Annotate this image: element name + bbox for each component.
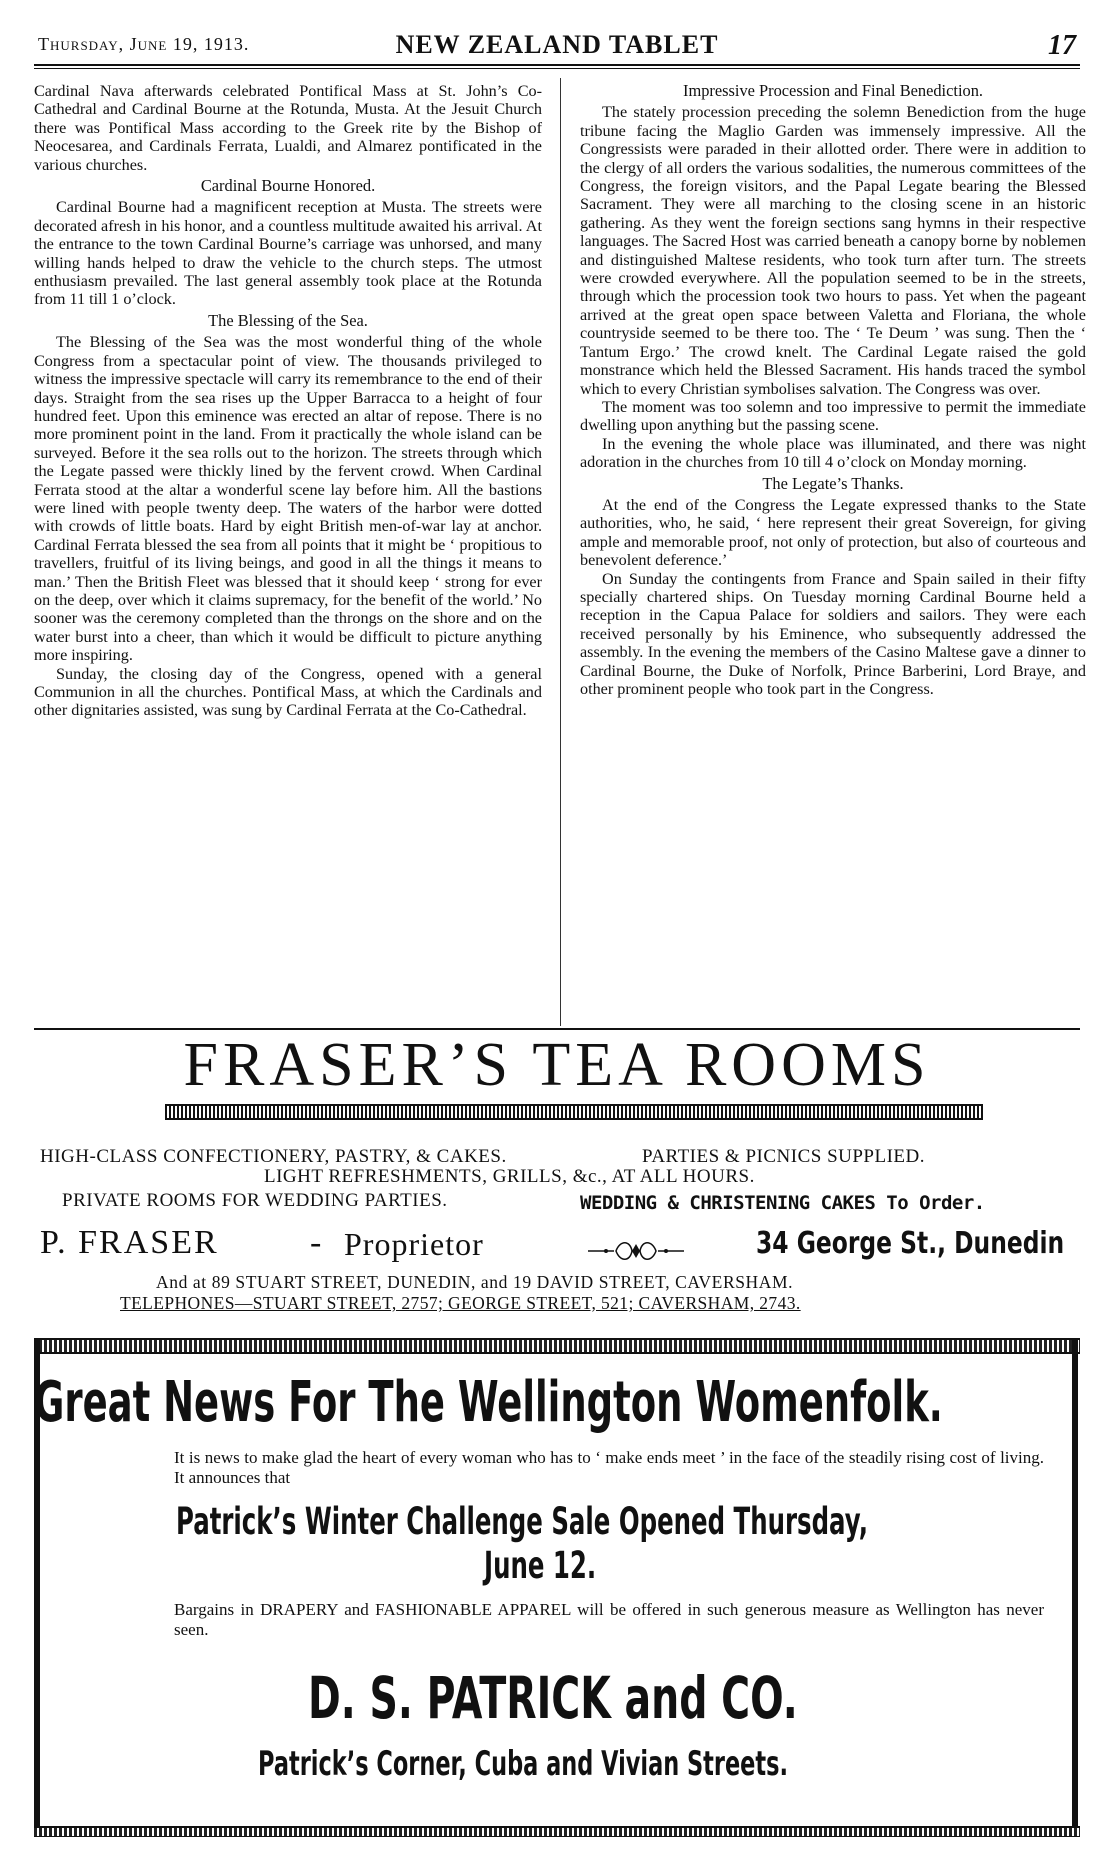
issue-date: Thursday, June 19, 1913. <box>38 34 250 54</box>
patrick-sale-line-1: Patrick’s Winter Challenge Sale Opened Thursday, <box>176 1500 869 1543</box>
paragraph: The Blessing of the Sea was the most wonderful thing of the whole Congress from a spectacular point of view. The thousands privileged to witness the impressive spectacle will carry its remembrance to the end of their days. Straight from the sea rises up the Upper Barracca to a height of four hundred feet. Upon this eminence was erected an altar of repose. There is no more prominent point in the land. From it practically the whole island can be surveyed. Before it the sea rolls out to the horizon. The streets through which the Legate passed were thickly lined by the fervent crowd. When Cardinal Ferrata stood at the altar a wonderful scene lay before him. All the bastions were lined with people twenty deep. The waters of the harbor were dotted with crowds of little boats. Hard by eight British men-of-war lay at anchor. Cardinal Ferrata blessed the sea from all points that it might be ‘ propitious to travellers, fruitful of its living beings, and good in all the things it means to man.’ Then the British Fleet was blessed that it should keep ‘ strong for ever on the deep, over which it claims supremacy, for the benefit of the world.’ No sooner was the ceremony completed than the throngs on the shore and on the water burst into a cheer, than which it would be difficult to picture anything more inspiring. <box>34 333 542 665</box>
patrick-ad-headline: Great News For The Wellington Womenfolk. <box>34 1370 943 1435</box>
patrick-sale-line-2: June 12. <box>484 1544 597 1587</box>
page-number: 17 <box>1048 30 1076 61</box>
fraser-telephones: TELEPHONES—STUART STREET, 2757; GEORGE STREET, 521; CAVERSHAM, 2743. <box>120 1293 801 1313</box>
patrick-company-name: D. S. PATRICK and CO. <box>308 1664 798 1732</box>
article-column-left <box>34 82 542 720</box>
paragraph: The moment was too solemn and too impressive to permit the immediate dwelling upon anything but the passing scene. <box>580 397 1086 435</box>
paragraph: On Sunday the contingents from France and Spain sailed in their fifty specially chartered ships. On Tuesday morning Cardinal Bourne held a reception in the Capua Palace for soldiers and sailors. They were each received personally by his Eminence, who subsequently addressed the assembly. In the evening the members of the Casino Maltese gave a dinner to Cardinal Bourne, the Duke of Norfolk, Prince Barberini, Lord Braye, and other prominent people who took part in the Congress. <box>580 569 1086 698</box>
paragraph: At the end of the Congress the Legate expressed thanks to the State authorities, who, he said, ‘ here represent their great Sovereign, for giving ample and memorable proof, not only of protection, but also of courteous and benevolent deference.’ <box>580 495 1086 570</box>
fraser-main-address: 34 George St., Dunedin <box>756 1226 1065 1261</box>
masthead <box>34 28 1080 62</box>
paragraph: The stately procession preceding the solemn Benediction from the huge tribune facing the Maglio Garden was immensely impressive. All the Congressists were paraded in their allotted order. There were in addition to the clergy of all orders the various sodalities, the numerous committees of the Congress, the foreign visitors, and the Papal Legate bearing the Blessed Sacrament. They were all marching to the closing scene in an historic gathering. As they went the foreign sections sang hymns in their respective languages. The Sacred Host was carried beneath a canopy borne by noblemen and distinguished Maltese residents, who took turn after turn. The streets were crowded everywhere. All the population seemed to be in the streets, through which the procession took two hours to pass. Yet when the pageant arrived at the great open space between Valetta and Floriana, the whole countryside seemed to be there too. The ‘ Te Deum ’ was sung. Then the ‘ Tantum Ergo.’ The crowd knelt. The Cardinal Legate raised the gold monstrance which held the Blessed Sacrament. His hands traced the symbol which to every Christian symbolises salvation. The Congress was over. <box>580 103 1086 398</box>
fraser-line-refreshments: LIGHT REFRESHMENTS, GRILLS, &c., AT ALL HOURS. <box>264 1166 755 1187</box>
patrick-location: Patrick’s Corner, Cuba and Vivian Streets. <box>258 1744 789 1784</box>
fraser-line-private-rooms: PRIVATE ROOMS FOR WEDDING PARTIES. <box>62 1190 448 1211</box>
patrick-ad-bottom-border <box>34 1826 1080 1837</box>
paragraph: In the evening the whole place was illuminated, and there was night adoration in the churches from 10 till 4 o’clock on Monday morning. <box>580 434 1086 472</box>
fraser-line-confectionery: HIGH-CLASS CONFECTIONERY, PASTRY, & CAKES. <box>40 1146 507 1167</box>
article-column-right <box>580 82 1086 698</box>
paragraph: Cardinal Nava afterwards celebrated Pontifical Mass at St. John’s Co-Cathedral and Cardinal Bourne at the Rotunda, Musta. At the Jesuit Church there was Pontifical Mass according to the Greek rite by the Bishop of Neocesarea, and Cardinals Ferrata, Lualdi, and Almarez pontificated in the various churches. <box>34 82 542 174</box>
patrick-ad-right-border <box>1072 1338 1078 1834</box>
paper-title: NEW ZEALAND TABLET <box>395 30 719 59</box>
fraser-proprietor-name: P. FRASER <box>40 1224 219 1261</box>
section-heading: The Blessing of the Sea. <box>208 310 368 330</box>
patrick-ad-bargains: Bargains in DRAPERY and FASHIONABLE APPAREL will be offered in such generous measure as Wellington has never seen. <box>174 1600 1044 1639</box>
patrick-ad-top-border <box>34 1338 1080 1354</box>
paragraph: Cardinal Bourne had a magnificent reception at Musta. The streets were decorated afresh in his honor, and a countless multitude awaited his arrival. At the entrance to the town Cardinal Bourne’s carriage was unhorsed, and many willing hands helped to draw the vehicle to the church steps. The utmost enthusiasm prevailed. The last general assembly took place at the Rotunda from 11 till 1 o’clock. <box>34 198 542 309</box>
ornament-flourish-icon <box>586 1238 686 1264</box>
section-heading: The Legate’s Thanks. <box>762 473 904 493</box>
section-heading: Impressive Procession and Final Benediction. <box>683 81 983 100</box>
fraser-line-wedding-cakes: WEDDING & CHRISTENING CAKES To Order. <box>580 1192 985 1214</box>
fraser-branch-address: And at 89 STUART STREET, DUNEDIN, and 19 DAVID STREET, CAVERSHAM. <box>156 1272 794 1292</box>
fraser-proprietor-dash: - <box>310 1224 324 1261</box>
section-heading: Cardinal Bourne Honored. <box>200 176 376 196</box>
column-divider <box>560 78 561 1026</box>
fraser-proprietor-label: Proprietor <box>344 1226 484 1262</box>
fraser-line-picnics: PARTIES & PICNICS SUPPLIED. <box>642 1146 925 1167</box>
fraser-ad-title: FRASER’S TEA ROOMS <box>183 1031 931 1099</box>
paragraph: Sunday, the closing day of the Congress, opened with a general Communion in all the churches. Pontifical Mass, at which the Cardinals and other dignitaries assisted, was sung by Cardinal Ferrata at the Co-Cathedral. <box>34 664 542 720</box>
patrick-ad-intro: It is news to make glad the heart of every woman who has to ‘ make ends meet ’ in the face of the steadily rising cost of living. It announces that <box>174 1448 1044 1487</box>
masthead-rule <box>34 64 1080 69</box>
fraser-hatch-bar <box>165 1104 983 1120</box>
